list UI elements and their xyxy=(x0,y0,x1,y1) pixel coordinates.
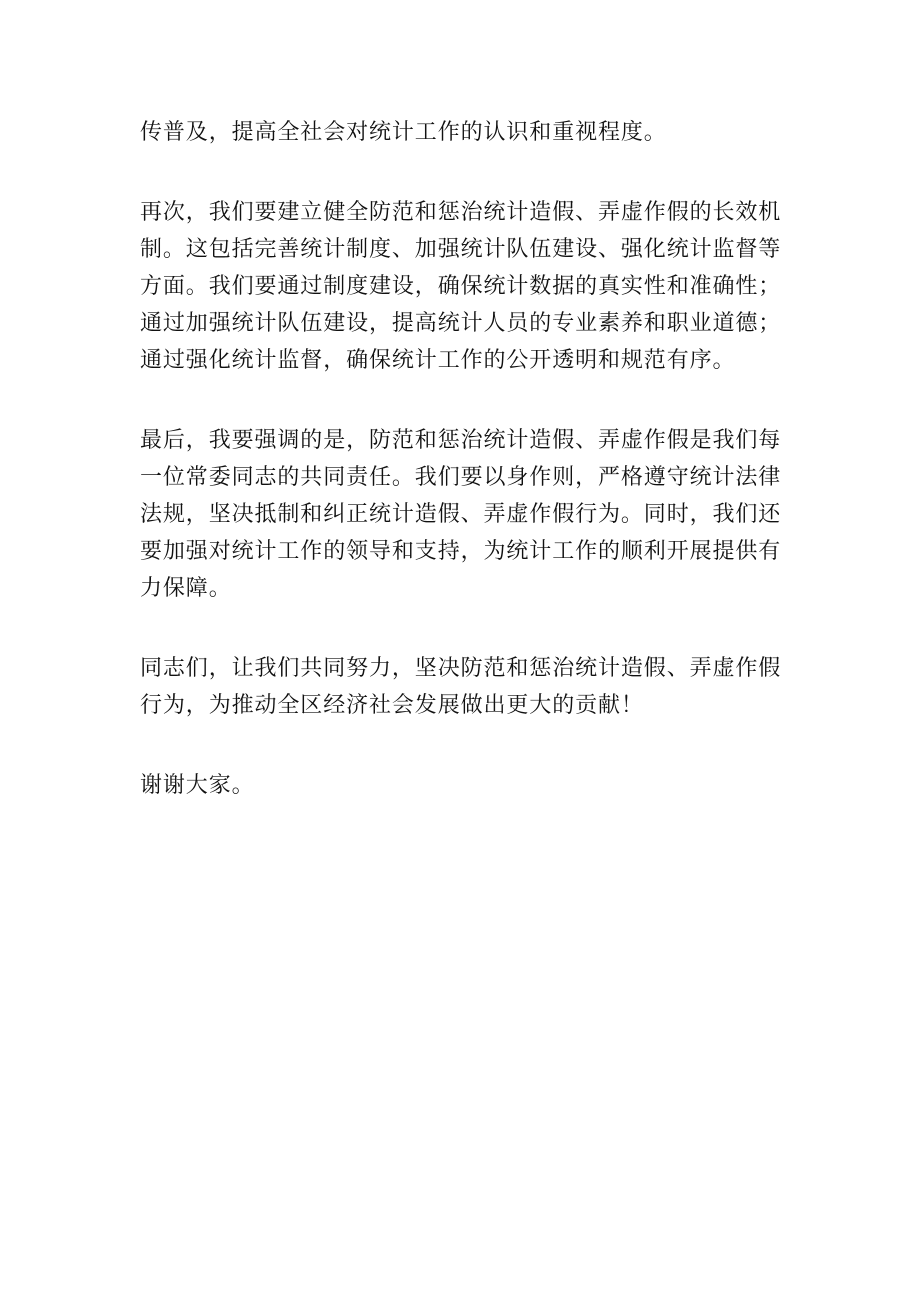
paragraph-line: 方面。我们要通过制度建设，确保统计数据的真实性和准确性； xyxy=(140,274,782,299)
paragraph-line: 传普及，提高全社会对统计工作的认识和重视程度。 xyxy=(140,120,667,145)
paragraph-line: 同志们，让我们共同努力，坚决防范和惩治统计造假、弄虚作假 xyxy=(140,656,782,681)
paragraph-line: 最后，我要强调的是，防范和惩治统计造假、弄虚作假是我们每 xyxy=(140,428,782,453)
paragraph-call-to-action xyxy=(140,650,785,724)
paragraph-line: 通过加强统计队伍建设，提高统计人员的专业素养和职业道德； xyxy=(140,311,782,336)
document-body xyxy=(140,114,785,804)
paragraph-line: 通过强化统计监督，确保统计工作的公开透明和规范有序。 xyxy=(140,348,736,373)
paragraph-line: 行为，为推动全区经济社会发展做出更大的贡献！ xyxy=(140,693,644,718)
paragraph-line: 制。这包括完善统计制度、加强统计队伍建设、强化统计监督等 xyxy=(140,237,782,262)
paragraph-line: 法规，坚决抵制和纠正统计造假、弄虚作假行为。同时，我们还 xyxy=(140,502,782,527)
paragraph-publicity xyxy=(140,114,785,151)
paragraph-line: 谢谢大家。 xyxy=(140,773,255,798)
paragraph-line: 一位常委同志的共同责任。我们要以身作则，严格遵守统计法律 xyxy=(140,465,782,490)
paragraph-line: 力保障。 xyxy=(140,576,232,601)
paragraph-line: 再次，我们要建立健全防范和惩治统计造假、弄虚作假的长效机 xyxy=(140,200,782,225)
paragraph-long-term-mechanism xyxy=(140,194,785,379)
paragraph-shared-responsibility xyxy=(140,422,785,607)
paragraph-closing-thanks xyxy=(140,767,785,804)
paragraph-line: 要加强对统计工作的领导和支持，为统计工作的顺利开展提供有 xyxy=(140,539,782,564)
